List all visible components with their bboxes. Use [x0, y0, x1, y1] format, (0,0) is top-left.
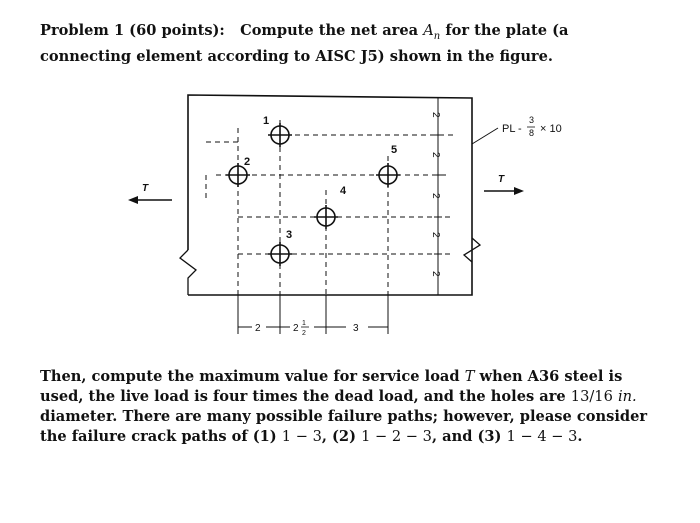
hole-label-2: 2 — [244, 156, 251, 168]
right-dim-5: 2 — [430, 271, 441, 277]
net-area-symbol: $A_n$ — [423, 22, 441, 42]
hole-3 — [268, 242, 292, 266]
service-load-symbol: T — [464, 368, 475, 385]
path-1: 1 − 3 — [281, 428, 322, 445]
followup-text-5: , and (3) — [431, 428, 502, 445]
plate-label-times: × 10 — [540, 123, 562, 135]
right-dim-3: 2 — [430, 193, 441, 199]
intro-text-a: Compute the net area — [240, 22, 419, 39]
hole-label-5: 5 — [391, 144, 398, 156]
bottom-dim-2: 2 — [255, 323, 261, 334]
load-label-right: T — [498, 174, 505, 185]
bottom-dim-3: 3 — [353, 323, 359, 334]
bottom-dim-2half-num: 1 — [302, 320, 306, 327]
followup-text-3: diameter. There are many possible failure paths; however, please consider the failure crack paths of (1) — [40, 408, 648, 445]
followup-text-1: Then, compute the maximum value for service load — [40, 368, 460, 385]
followup-text-4: , (2) — [321, 428, 356, 445]
problem-statement — [40, 21, 662, 67]
left-break-mark — [180, 250, 196, 295]
hole-5 — [376, 163, 400, 187]
intro-text-b: for the plate (a connecting element according to AISC J5) shown in the figure. — [40, 22, 569, 65]
plate-outline — [188, 95, 472, 295]
hole-4 — [314, 205, 338, 229]
plate-label-den: 8 — [529, 128, 535, 138]
right-dim-1: 2 — [430, 112, 441, 118]
bottom-dim-2half-den: 2 — [302, 330, 306, 337]
followup-text-2: when A36 steel is used, the live load is four times the dead load, and the holes are — [40, 368, 623, 405]
hole-label-1: 1 — [263, 115, 270, 127]
hole-diameter: 13/16 — [570, 388, 613, 405]
load-label-left: T — [142, 183, 149, 194]
path-3: 1 − 4 − 3 — [506, 428, 578, 445]
plate-label-num: 3 — [529, 115, 535, 125]
hole-label-4: 4 — [340, 185, 347, 197]
followup-statement — [40, 367, 662, 447]
plate-label-dash: - — [518, 123, 522, 135]
unit-label: in. — [617, 388, 637, 405]
right-dim-2: 2 — [430, 152, 441, 158]
followup-text-6: . — [577, 428, 583, 445]
hole-1 — [268, 123, 292, 147]
right-dim-4: 2 — [430, 232, 441, 238]
hole-label-3: 3 — [286, 229, 293, 241]
problem-title: Problem 1 (60 points): — [40, 22, 225, 39]
plate-label-pl: PL — [502, 123, 516, 135]
bottom-dim-2half-whole: 2 — [293, 323, 299, 334]
path-2: 1 − 2 − 3 — [361, 428, 432, 445]
plate-figure — [120, 90, 600, 352]
